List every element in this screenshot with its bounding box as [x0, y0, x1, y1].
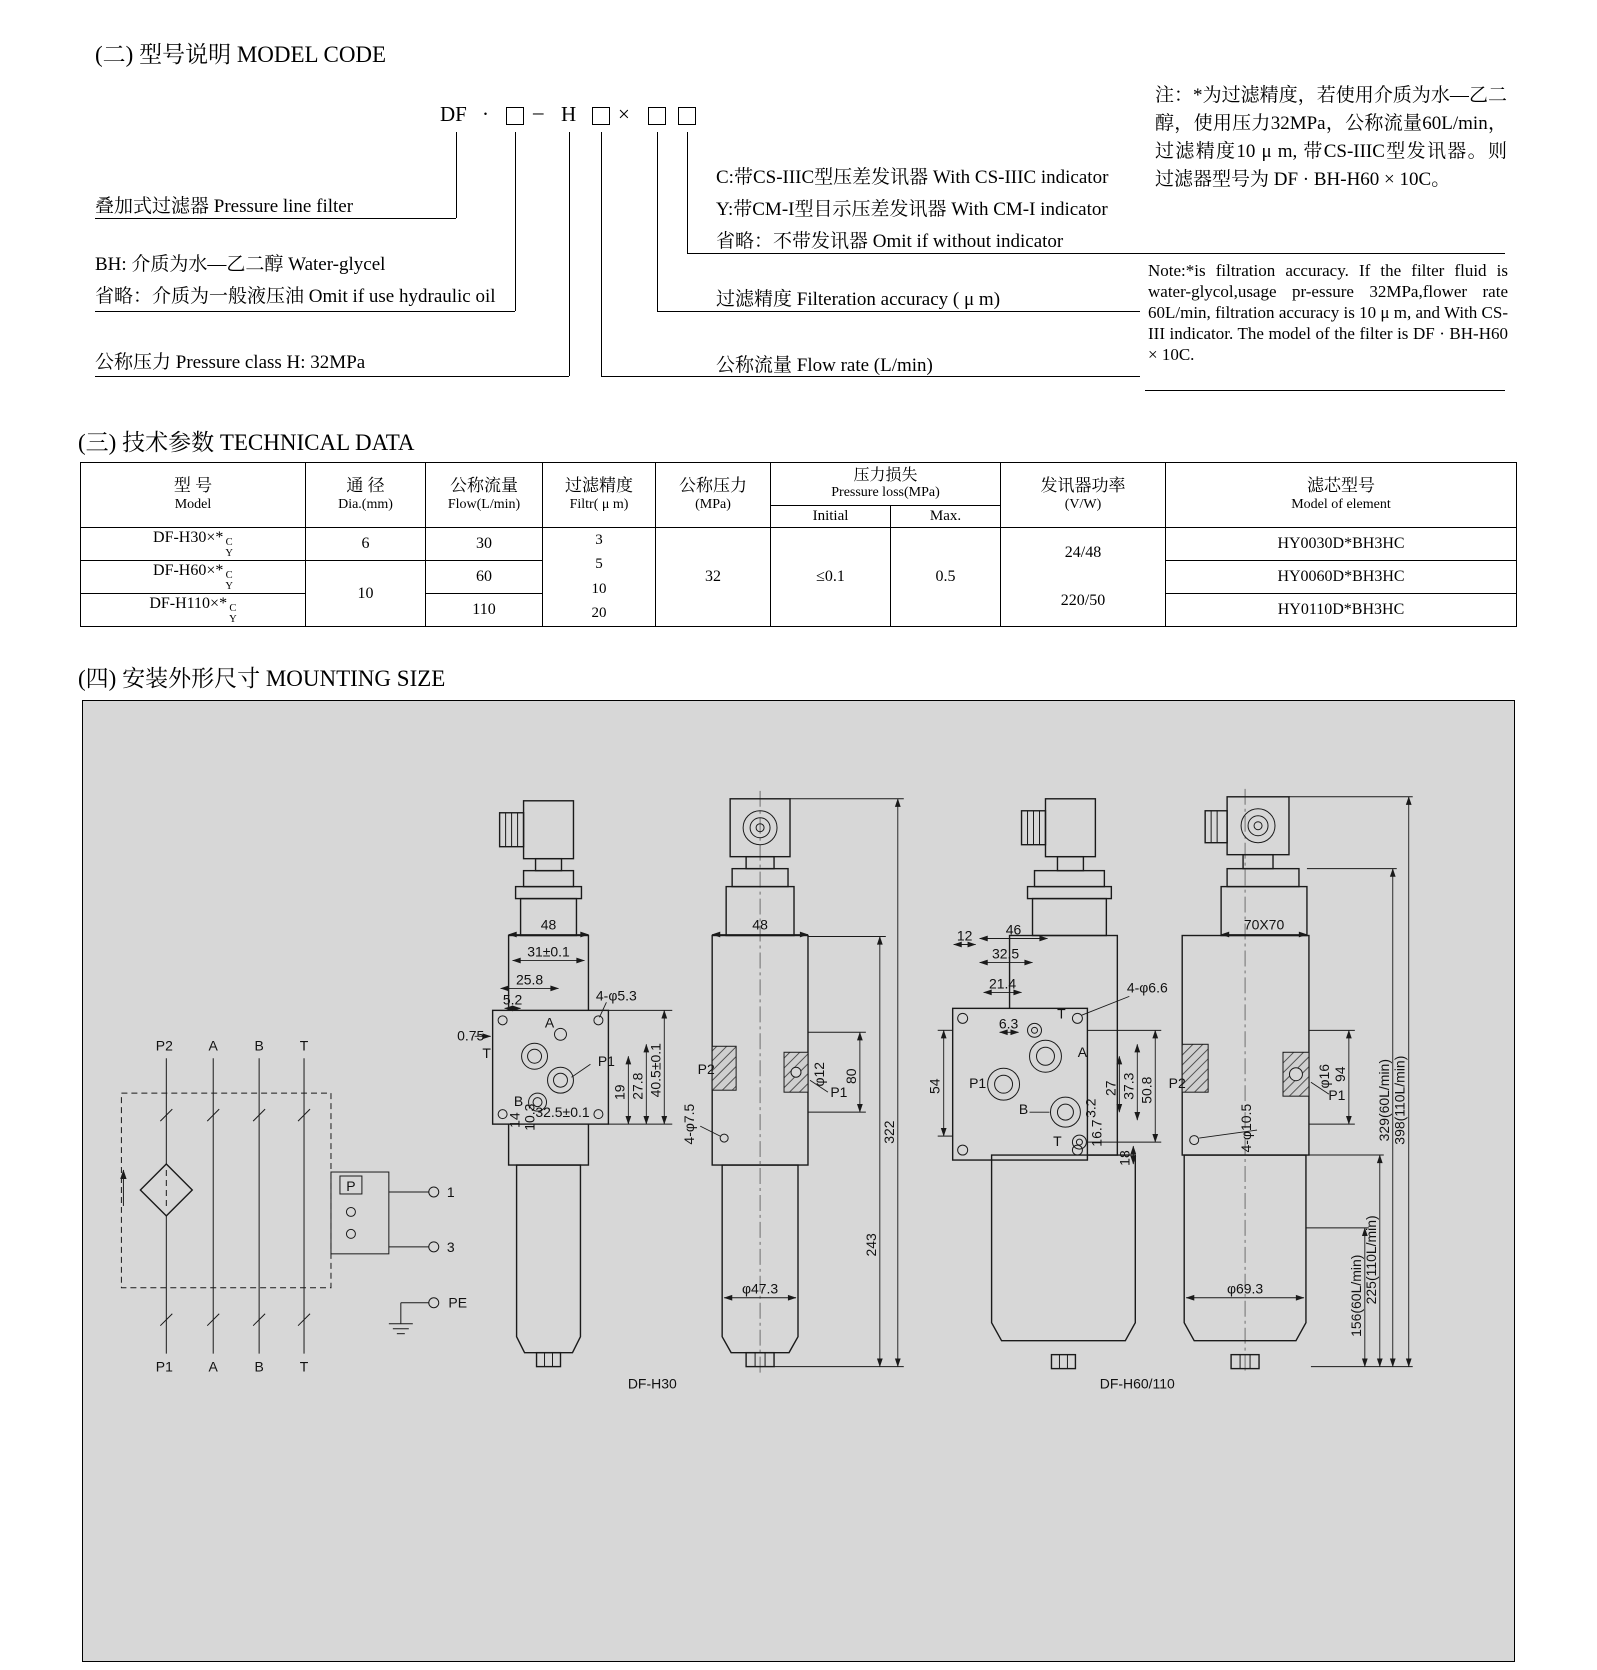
schematic-port-label: P2 [155, 1037, 173, 1054]
note-divider [1145, 390, 1505, 391]
cell-model: DF-H60×* C Y [81, 561, 306, 594]
dimension-label: 156(60L/min) [1347, 1254, 1364, 1337]
cell-flow: 110 [426, 594, 543, 627]
connector-line [601, 132, 602, 376]
code-times: × [618, 102, 630, 126]
dimension-label: 0.75 [457, 1027, 485, 1044]
dimension-label: 329(60L/min) [1375, 1059, 1392, 1142]
label-medium-bh: BH: 介质为水—乙二醇 Water-glycel [95, 254, 386, 275]
connector-line [687, 253, 1505, 254]
dimension-label: 398(110L/min) [1391, 1055, 1408, 1145]
dimension-label: A [544, 1014, 555, 1031]
col-header-dia: 通 径 Dia.(mm) [306, 463, 426, 528]
dimension-label: 225(110L/min) [1362, 1215, 1379, 1305]
filter-bowl [517, 1165, 581, 1353]
connector-line [95, 376, 569, 377]
note-en: Note:*is filtration accuracy. If the filter fluid is water-glycol,usage pr-essure 32MPa,flower rate 60L/min, filtration accuracy is 10 μ m, and With CS-III indicator. The model of the filter is DF · BH-H60 × 10C. [1148, 261, 1508, 364]
dimension-label: T [1057, 1005, 1066, 1022]
dimension-label: P2 [1168, 1075, 1186, 1092]
label-pressure-class: 公称压力 Pressure class H: 32MPa [95, 352, 366, 373]
terminal-label: PE [448, 1294, 468, 1311]
drain-nut [537, 1353, 561, 1367]
dimension-label: 322 [880, 1120, 897, 1144]
cable-gland [1205, 811, 1227, 843]
dimension-lines [475, 797, 1413, 1367]
col-header-max: Max. [891, 506, 1001, 528]
cell-power: 24/48 220/50 [1001, 528, 1166, 627]
table-row [81, 528, 1517, 561]
din-connector [524, 801, 574, 859]
cell-element: HY0030D*BH3HC [1166, 528, 1517, 561]
dimension-label: A [1077, 1044, 1088, 1061]
dimension-label: 27.8 [629, 1072, 646, 1100]
dimension-label: φ12 [810, 1061, 827, 1087]
cell-loss-max: 0.5 [891, 528, 1001, 627]
dimension-label: P1 [1328, 1087, 1346, 1104]
code-dot: · [482, 102, 489, 126]
label-medium-omit: 省略：介质为一般液压油 Omit if use hydraulic oil [95, 286, 496, 307]
dimension-label: φ69.3 [1226, 1280, 1264, 1297]
col-header-flow: 公称流量 Flow(L/min) [426, 463, 543, 528]
connector-line [95, 311, 515, 312]
terminal-3 [429, 1242, 439, 1252]
dimension-label: 80 [842, 1068, 859, 1084]
mounting-drawing [83, 701, 1514, 1661]
model-code-box-indicator [678, 107, 696, 125]
cell-pressure: 32 [656, 528, 771, 627]
hole-phi16 [1289, 1068, 1302, 1081]
dimension-label: 70X70 [1243, 916, 1285, 933]
cell-filtr: 3 5 10 20 [543, 528, 656, 627]
cell-element: HY0060D*BH3HC [1166, 561, 1517, 594]
col-header-element: 滤芯型号 Model of element [1166, 463, 1517, 528]
dimension-labels [156, 917, 1408, 1392]
connector-line [569, 132, 570, 376]
model-code-box-flow [592, 107, 610, 125]
cell-model: DF-H30×* C Y [81, 528, 306, 561]
schematic-port-label: A [208, 1358, 218, 1375]
connector-line [456, 132, 457, 218]
dimension-label: 40.5±0.1 [647, 1043, 664, 1098]
label-indicator-omit: 省略：不带发讯器 Omit if without indicator [716, 231, 1064, 252]
dimension-label: T [482, 1045, 491, 1062]
col-header-pressure-loss: 压力损失 Pressure loss(MPa) [771, 463, 1001, 506]
port-p2-section [1182, 1044, 1208, 1092]
code-pressure-class: H [561, 102, 577, 126]
hole-phi12 [791, 1067, 801, 1077]
code-dash: – [533, 100, 544, 124]
dimension-label: 32.5 [991, 945, 1020, 962]
dimension-label: P1 [597, 1053, 615, 1070]
dimension-label: 14 [506, 1112, 523, 1128]
dimension-label: 243 [862, 1233, 879, 1257]
dimension-label: 4-φ6.6 [1126, 979, 1168, 996]
dimension-label: 5.2 [502, 991, 523, 1008]
schematic-port-label: P1 [155, 1358, 173, 1375]
cell-flow: 60 [426, 561, 543, 594]
dimension-label: 32.5±0.1 [535, 1104, 590, 1121]
schematic-port-label: T [299, 1037, 309, 1054]
label-flow-rate: 公称流量 Flow rate (L/min) [716, 355, 933, 376]
dimension-label: 48 [752, 916, 768, 933]
dimension-label: 18 [1116, 1150, 1133, 1166]
dimension-label: 27 [1102, 1080, 1119, 1096]
mounting-drawing-panel [82, 700, 1515, 1662]
dimension-label: φ47.3 [741, 1280, 779, 1297]
cell-dia: 6 [306, 528, 426, 561]
cell-element: HY0110D*BH3HC [1166, 594, 1517, 627]
model-code-box-medium [506, 107, 524, 125]
din-connector [1227, 797, 1289, 855]
din-connector [1045, 799, 1095, 857]
dimension-label: 94 [1331, 1066, 1348, 1082]
section-title-mounting-size: (四) 安装外形尺寸 MOUNTING SIZE [78, 666, 446, 691]
terminal-1 [429, 1187, 439, 1197]
section-title-model-code: (二) 型号说明 MODEL CODE [95, 42, 387, 67]
cell-flow: 30 [426, 528, 543, 561]
dimension-label: 46 [1005, 921, 1022, 938]
cell-loss-initial: ≤0.1 [771, 528, 891, 627]
connector-line [657, 132, 658, 311]
dimension-label: 6.3 [998, 1015, 1019, 1032]
filter-bowl [992, 1155, 1136, 1341]
terminal-pe [429, 1298, 439, 1308]
view-caption: DF-H30 [627, 1375, 677, 1392]
connector-line [687, 132, 688, 253]
dimension-label: B [513, 1093, 524, 1110]
label-indicator-y: Y:带CM-I型目示压差发讯器 With CM-I indicator [716, 199, 1108, 220]
dimension-label: P2 [697, 1061, 715, 1078]
cell-model: DF-H110×* C Y [81, 594, 306, 627]
indicator-cap [1033, 899, 1107, 936]
dimension-label: 21.4 [988, 975, 1017, 992]
dimension-label: 4-φ5.3 [595, 987, 637, 1004]
col-header-model: 型 号 Model [81, 463, 306, 528]
terminal-label: 3 [446, 1238, 455, 1255]
dimension-label: 10.3 [521, 1103, 538, 1131]
dimension-label: B [1018, 1101, 1029, 1118]
dimension-label: 50.8 [1138, 1076, 1155, 1104]
dimension-label: T [1053, 1133, 1062, 1150]
terminal-label: 1 [446, 1183, 455, 1200]
schematic-port-label: B [254, 1037, 264, 1054]
dimension-label: 48 [540, 916, 557, 933]
dimension-label: 3.2 [1082, 1098, 1099, 1118]
connector-line [95, 218, 456, 219]
dimension-label: 12 [956, 927, 973, 944]
df-h30-front-view [493, 801, 609, 1367]
section-title-technical-data: (三) 技术参数 TECHNICAL DATA [78, 430, 415, 455]
dimension-label: 4-φ10.5 [1238, 1103, 1255, 1153]
view-caption: DF-H60/110 [1099, 1375, 1175, 1392]
dimension-label: 54 [926, 1078, 943, 1094]
col-header-pressure: 公称压力 (MPa) [656, 463, 771, 528]
schematic-port-label: B [254, 1358, 264, 1375]
col-header-power: 发讯器功率 (V/W) [1001, 463, 1166, 528]
dimension-label: 25.8 [515, 971, 544, 988]
connector-line [657, 311, 1140, 312]
dimension-label: 19 [611, 1084, 628, 1100]
dimension-label: 4-φ7.5 [681, 1103, 698, 1145]
col-header-filtr: 过滤精度 Filtr( μ m) [543, 463, 656, 528]
schematic-port-label: A [208, 1037, 218, 1054]
hydraulic-schematic [121, 1058, 438, 1353]
code-prefix: DF [440, 102, 467, 126]
port-p2-section [712, 1046, 736, 1090]
col-header-initial: Initial [771, 506, 891, 528]
schematic-port-label: T [299, 1358, 309, 1375]
label-indicator-c: C:带CS-IIIC型压差发讯器 With CS-IIIC indicator [716, 167, 1109, 188]
dimension-label: P1 [830, 1084, 848, 1101]
technical-data-table [80, 462, 1517, 627]
dimension-label: 31±0.1 [527, 943, 570, 960]
model-code-box-accuracy [648, 107, 666, 125]
note-zh: 注：*为过滤精度，若使用介质为水—乙二醇，使用压力32MPa，公称流量60L/min，过滤精度10 μ m, 带CS-IIIC型发讯器。则过滤器型号为 DF · BH-H60 × 10C。 [1155, 85, 1507, 190]
dimension-label: 16.7 [1088, 1119, 1105, 1147]
drain-nut [1051, 1355, 1075, 1369]
label-filtration-accuracy: 过滤精度 Filteration accuracy ( μ m) [716, 289, 1001, 310]
pressure-switch-label: P [346, 1177, 356, 1194]
dimension-label: P1 [969, 1075, 987, 1092]
connector-line [515, 132, 516, 311]
cell-dia: 10 [306, 561, 426, 627]
dimension-label: 37.3 [1120, 1072, 1137, 1100]
label-pressure-line-filter: 叠加式过滤器 Pressure line filter [95, 196, 354, 217]
dimension-label: φ16 [1315, 1063, 1332, 1089]
